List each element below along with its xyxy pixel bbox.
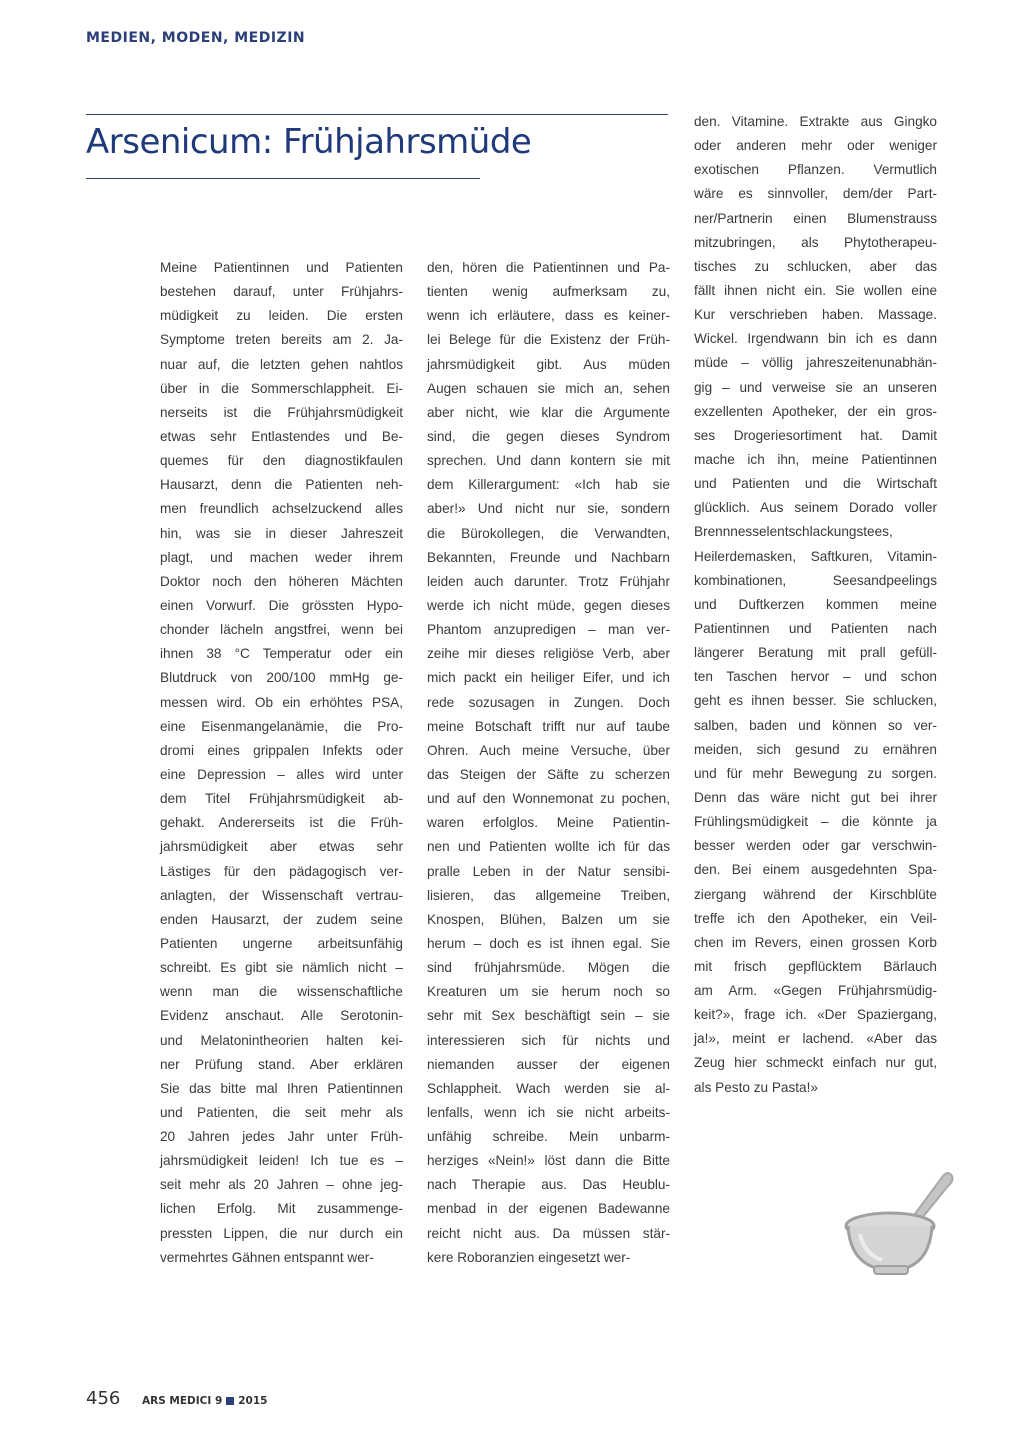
text-line: ner Prüfung stand. Aber erklären	[160, 1056, 403, 1072]
text-line: fällt ihnen nicht ein. Sie wollen eine	[694, 282, 937, 298]
text-line: nuar auf, die letzten gehen nahtlos	[160, 356, 403, 372]
section-header: MEDIEN, MODEN, MEDIZIN	[86, 30, 306, 46]
text-line: nerseits ist die Frühjahrsmüdigkeit	[160, 404, 403, 420]
text-line: Knospen, Blühen, Balzen um sie	[427, 911, 670, 927]
text-line: mich packt ein heiliger Eifer, und ich	[427, 670, 670, 686]
text-line: tisches zu schlucken, aber das	[694, 258, 937, 274]
text-line: ziergang während der Kirschblüte	[694, 886, 937, 902]
text-line: und Melatonintheorien halten kei-	[160, 1032, 403, 1048]
text-line: Doktor noch den höheren Mächten	[160, 573, 403, 589]
text-line: oder anderen mehr oder weniger	[694, 138, 937, 154]
text-line: salben, baden und können so ver-	[694, 717, 937, 733]
text-line: etwas sehr Entlastendes und Be-	[160, 428, 403, 444]
text-line: wäre es sinnvoller, dem/der Part-	[694, 186, 937, 202]
text-line: einen Vorwurf. Die grössten Hypo-	[160, 597, 403, 613]
text-line: Augen schauen sie mich an, sehen	[427, 380, 670, 396]
text-line: besser werden oder gar verschwin-	[694, 838, 937, 854]
text-line: jahrsmüdigkeit aber etwas sehr	[160, 839, 403, 855]
text-line: am Arm. «Gegen Frühjahrsmüdig-	[694, 983, 937, 999]
text-line: Ohren. Auch meine Versuche, über	[427, 742, 670, 758]
text-line: Blutdruck von 200/100 mmHg ge-	[160, 670, 403, 686]
text-line: Patientinnen und Patienten nach	[694, 620, 937, 636]
text-line: kere Roboranzien eingesetzt wer-	[427, 1249, 631, 1265]
text-line: glücklich. Aus seinem Dorado voller	[694, 500, 937, 516]
text-line: eine Depression – alles wird unter	[160, 766, 403, 782]
text-line: waren erfolglos. Meine Patientin-	[427, 815, 670, 831]
text-line: Zeug hier schmeckt einfach nur gut,	[694, 1055, 937, 1071]
text-column-2	[427, 256, 670, 1270]
text-line: herum – doch es ist ihnen egal. Sie	[427, 935, 670, 951]
text-line: hin, was sie in dieser Jahreszeit	[160, 525, 403, 541]
mortar-and-pestle-icon	[842, 1168, 954, 1280]
text-line: den. Bei einem ausgedehnten Spa-	[694, 862, 937, 878]
text-line: bestehen darauf, unter Frühjahrs-	[160, 284, 403, 300]
text-line: sind frühjahrsmüde. Mögen die	[427, 960, 670, 976]
text-line: ses Drogeriesortiment hat. Damit	[694, 427, 937, 443]
journal-name: ARS MEDICI 9	[142, 1395, 223, 1407]
text-line: Lästiges für den pädagogisch ver-	[160, 863, 403, 879]
text-line: längerer Beratung mit prall gefüll-	[694, 645, 937, 661]
text-line: kombinationen, Seesandpeelings	[694, 572, 937, 588]
text-line: und Patienten und die Wirtschaft	[694, 476, 937, 492]
text-line: Patienten ungerne arbeitsunfähig	[160, 935, 403, 951]
text-line: Phantom anzupredigen – man ver-	[427, 622, 670, 638]
text-line: sehr mit Sex beschäftigt sein – sie	[427, 1008, 670, 1024]
text-line: chen im Revers, einen grossen Korb	[694, 934, 937, 950]
text-line: Schlappheit. Wach werden sie al-	[427, 1080, 670, 1096]
text-line: gig – und verweise sie an unseren	[694, 379, 937, 395]
text-line: aber!» Und nicht nur sie, sondern	[427, 501, 670, 517]
text-line: das Steigen der Säfte zu scherzen	[427, 766, 670, 782]
text-line: dem Killerargument: «Ich hab sie	[427, 477, 670, 493]
text-line: zeihe mir dieses religiöse Verb, aber	[427, 646, 670, 662]
text-line: vermehrtes Gähnen entspannt wer-	[160, 1249, 374, 1265]
text-line: und für mehr Bewegung zu sorgen.	[694, 765, 937, 781]
text-line: anlagten, der Wissenschaft vertrau-	[160, 887, 403, 903]
text-line: ihnen 38 °C Temperatur oder ein	[160, 646, 403, 662]
text-line: pralle Leben in der Natur sensibi-	[427, 863, 670, 879]
text-line: pressten Lippen, die nur durch ein	[160, 1225, 403, 1241]
text-line: Sie das bitte mal Ihren Patientinnen	[160, 1080, 403, 1096]
text-line: dromi eines grippalen Infekts oder	[160, 742, 403, 758]
text-line: sind, die gegen dieses Syndrom	[427, 428, 670, 444]
text-line: Frühlingsmüdigkeit – die könnte ja	[694, 814, 937, 830]
text-line: herziges «Nein!» löst dann die Bitte	[427, 1153, 670, 1169]
text-line: exotischen Pflanzen. Vermutlich	[694, 162, 937, 178]
text-line: dem Titel Frühjahrsmüdigkeit ab-	[160, 791, 403, 807]
text-line: treffe ich den Apotheker, ein Veil-	[694, 910, 937, 926]
text-line: exzellenten Apotheker, der ein gros-	[694, 403, 937, 419]
text-line: und auf den Wonnemonat zu pochen,	[427, 791, 670, 807]
text-line: seit mehr als 20 Jahren – ohne jeg-	[160, 1177, 403, 1193]
text-line: lei Belege für die Existenz der Früh-	[427, 332, 670, 348]
text-line: 20 Jahren jedes Jahr unter Früh-	[160, 1129, 403, 1145]
text-line: Bekannten, Freunde und Nachbarn	[427, 549, 670, 565]
text-line: nach Therapie aus. Das Heublu-	[427, 1177, 670, 1193]
text-line: ja!», meint er lachend. «Aber das	[694, 1031, 937, 1047]
text-line: lichen Erfolg. Mit zusammenge-	[160, 1201, 403, 1217]
text-line: Evidenz anschaut. Alle Serotonin-	[160, 1008, 403, 1024]
text-line: als Pesto zu Pasta!»	[694, 1079, 818, 1095]
text-line: menbad in der eigenen Badewanne	[427, 1201, 670, 1217]
text-line: und Patienten, die seit mehr als	[160, 1104, 403, 1120]
text-line: die Bürokollegen, die Verwandten,	[427, 525, 670, 541]
text-line: jahrsmüdigkeit gibt. Aus müden	[427, 356, 670, 372]
text-line: tienten wenig aufmerksam zu,	[427, 284, 670, 300]
text-line: unfähig schreibe. Mein unbarm-	[427, 1129, 670, 1145]
title-rule-top	[86, 114, 668, 115]
square-separator-icon	[226, 1397, 234, 1405]
text-line: jahrsmüdigkeit leiden! Ich tue es –	[160, 1153, 403, 1169]
text-line: Brennnesselentschlackungstees,	[694, 524, 893, 540]
text-line: ten Taschen hervor – und schon	[694, 669, 937, 685]
text-line: Denn das wäre nicht gut bei ihrer	[694, 789, 937, 805]
text-line: eine Eisenmangelanämie, die Pro-	[160, 718, 403, 734]
text-line: wenn ich erläutere, dass es keiner-	[427, 308, 670, 324]
footer-journal	[142, 1395, 267, 1407]
text-line: meiden, sich gesund zu ernähren	[694, 741, 937, 757]
text-column-1	[160, 256, 403, 1270]
text-line: sprechen. Und dann kontern sie mit	[427, 453, 670, 469]
text-line: Kreaturen um sie herum noch so	[427, 984, 670, 1000]
text-line: niemanden ausser der eigenen	[427, 1056, 670, 1072]
text-line: rede sozusagen in Zungen. Doch	[427, 694, 670, 710]
text-line: über in die Sommerschlappheit. Ei-	[160, 380, 403, 396]
text-line: lenfalls, wenn ich sie nicht arbeits-	[427, 1104, 670, 1120]
text-line: lisieren, das allgemeine Treiben,	[427, 887, 670, 903]
text-line: aber nicht, wie klar die Argumente	[427, 404, 670, 420]
text-line: gehakt. Andererseits ist die Früh-	[160, 815, 403, 831]
text-line: werde ich nicht müde, gegen dieses	[427, 597, 670, 613]
text-line: reicht nicht aus. Da müssen stär-	[427, 1225, 670, 1241]
text-line: geht es ihnen besser. Sie schlucken,	[694, 693, 937, 709]
text-line: chonder lächeln angstfrei, wenn bei	[160, 622, 403, 638]
journal-year: 2015	[238, 1395, 268, 1407]
text-line: Kur verschrieben haben. Massage.	[694, 307, 937, 323]
article-title: Arsenicum: Frühjahrsmüde	[86, 122, 532, 162]
text-line: men freundlich achselzuckend alles	[160, 501, 403, 517]
text-line: quemes für den diagnostikfaulen	[160, 453, 403, 469]
text-line: keit?», frage ich. «Der Spaziergang,	[694, 1007, 937, 1023]
text-line: mache ich ihn, meine Patientinnen	[694, 451, 937, 467]
text-line: meine Botschaft trifft nur auf taube	[427, 718, 670, 734]
text-column-3	[694, 110, 937, 1100]
text-line: und Duftkerzen kommen meine	[694, 596, 937, 612]
text-line: den. Vitamine. Extrakte aus Gingko	[694, 114, 937, 129]
text-line: Wickel. Irgendwann bin ich es dann	[694, 331, 937, 347]
text-line: leiden auch darunter. Trotz Frühjahr	[427, 573, 670, 589]
text-line: mit frisch gepflücktem Bärlauch	[694, 958, 937, 974]
text-line: wenn man die wissenschaftliche	[160, 984, 403, 1000]
text-line: interessieren sich für nichts und	[427, 1032, 670, 1048]
text-line: nen und Patienten wollte ich für das	[427, 839, 670, 855]
text-line: plagt, und machen weder ihrem	[160, 549, 403, 565]
text-line: messen wird. Ob ein erhöhtes PSA,	[160, 694, 403, 710]
text-line: schreibt. Es gibt sie nämlich nicht –	[160, 960, 403, 976]
text-line: Symptome treten bereits am 2. Ja-	[160, 332, 403, 348]
text-line: enden Hausarzt, der zudem seine	[160, 911, 403, 927]
text-line: Hausarzt, denn die Patienten neh-	[160, 477, 403, 493]
text-line: Meine Patientinnen und Patienten	[160, 260, 403, 275]
text-line: mitzubringen, als Phytotherapeu-	[694, 234, 937, 250]
text-line: den, hören die Patientinnen und Pa-	[427, 260, 670, 275]
text-line: müde – völlig jahreszeitenunabhän-	[694, 355, 937, 371]
text-line: Heilerdemasken, Saftkuren, Vitamin-	[694, 548, 937, 564]
text-line: ner/Partnerin einen Blumenstrauss	[694, 210, 937, 226]
title-rule-bottom	[86, 178, 480, 179]
text-line: müdigkeit zu leiden. Die ersten	[160, 308, 403, 324]
page-number: 456	[86, 1388, 121, 1409]
